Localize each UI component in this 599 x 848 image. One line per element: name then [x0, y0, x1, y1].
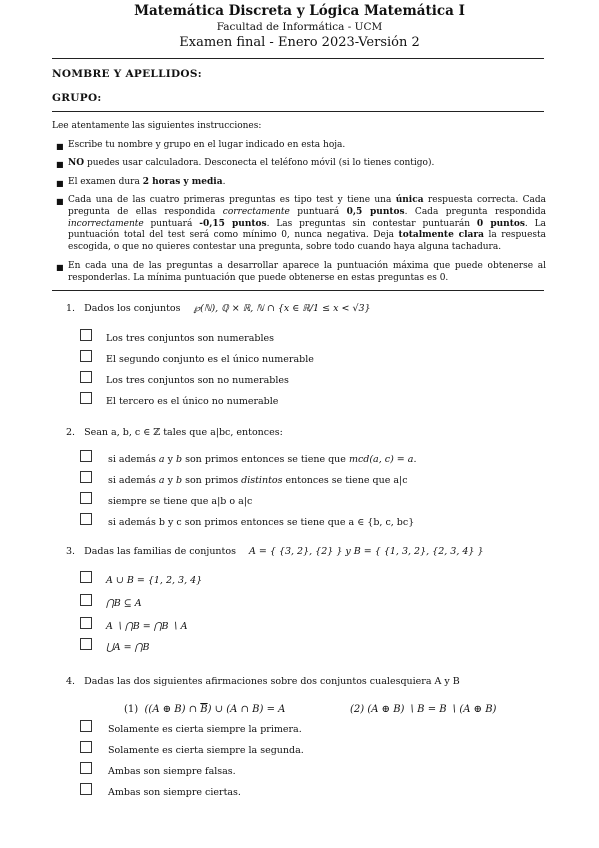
answer-checkbox[interactable]: [80, 783, 92, 795]
instruction-item: NO puedes usar calculadora. Desconecta el teléfono móvil (si lo tienes contigo).: [68, 158, 435, 168]
answer-option: ⋂B ⊆ A: [106, 598, 142, 609]
answer-option: Solamente es cierta siempre la primera.: [108, 724, 302, 735]
divider: [52, 111, 544, 112]
instruction-item: Cada una de las cuatro primeras preguntas es tipo test y tiene una única respuesta correcta. Cada pregunta de ellas respondida correctamente puntuará 0,5 puntos. Cada pregunta respondida incorrectamente puntuará -0,15 puntos. Las preguntas sin contestar puntuarán 0 puntos. La puntuación total del test será como mínimo 0, nunca negativa. Deja totalmente clara la respuesta escogida, o que no quieres contestar una pregunta, sobre todo cuando haya alguna tachadura.: [68, 195, 546, 253]
statement-2: (2) (A ⊕ B) ∖ B = B ∖ (A ⊕ B): [350, 704, 497, 715]
answer-option: A ∖ ⋂B = ⋂B ∖ A: [106, 621, 188, 632]
name-label: NOMBRE Y APELLIDOS:: [52, 68, 202, 80]
bullet: ■: [56, 142, 64, 151]
answer-checkbox[interactable]: [80, 513, 92, 525]
answer-checkbox[interactable]: [80, 741, 92, 753]
statement-1: (1) ((A ⊕ B) ∩ $\overline{B}$) ∪ (A ∩ B) = A: [124, 704, 286, 715]
answer-option: si además b y c son primos entonces se tiene que a ∈ {b, c, bc}: [108, 517, 415, 528]
bullet: ■: [56, 197, 64, 206]
answer-checkbox[interactable]: [80, 371, 92, 383]
answer-option: siempre se tiene que a|b o a|c: [108, 496, 253, 507]
answer-checkbox[interactable]: [80, 471, 92, 483]
bullet: ■: [56, 179, 64, 188]
answer-option: Los tres conjuntos son no numerables: [106, 375, 289, 386]
answer-option: si además a y b son primos distintos entonces se tiene que a|c: [108, 475, 408, 486]
bullet: ■: [56, 160, 64, 169]
question-2: 2. Sean a, b, c ∈ ℤ tales que a|bc, entonces:: [66, 427, 283, 438]
faculty-name: Facultad de Informática - UCM: [216, 21, 383, 33]
answer-option: Solamente es cierta siempre la segunda.: [108, 745, 304, 756]
answer-checkbox[interactable]: [80, 392, 92, 404]
answer-checkbox[interactable]: [80, 450, 92, 462]
answer-option: Los tres conjuntos son numerables: [106, 333, 274, 344]
instruction-item: En cada una de las preguntas a desarrollar aparece la puntuación máxima que puede obtenerse al responderlas. La mínima puntuación que puede obtenerse en estas preguntas es 0.: [68, 261, 546, 283]
answer-checkbox[interactable]: [80, 350, 92, 362]
question-1: 1. Dados los conjuntos ℘(ℕ), ℚ × ℝ, ℕ ∩ {x ∈ ℝ/1 ≤ x < √3}: [66, 303, 371, 314]
answer-option: ⋃A = ⋂B: [106, 642, 150, 653]
bullet: ■: [56, 263, 64, 272]
course-title: Matemática Discreta y Lógica Matemática I: [134, 3, 465, 19]
question-3: 3. Dadas las familias de conjuntos A = { {3, 2}, {2} } y B = { {1, 3, 2}, {2, 3, 4} }: [66, 546, 484, 557]
divider: [52, 58, 544, 59]
answer-option: si además a y b son primos entonces se tiene que mcd(a, c) = a.: [108, 454, 417, 465]
exam-title: Examen final - Enero 2023-Versión 2: [179, 35, 420, 50]
answer-option: A ∪ B = {1, 2, 3, 4}: [106, 575, 203, 586]
answer-checkbox[interactable]: [80, 571, 92, 583]
answer-checkbox[interactable]: [80, 762, 92, 774]
answer-option: Ambas son siempre falsas.: [108, 766, 236, 777]
instruction-item: Escribe tu nombre y grupo en el lugar indicado en esta hoja.: [68, 140, 346, 150]
answer-checkbox[interactable]: [80, 617, 92, 629]
answer-option: El segundo conjunto es el único numerable: [106, 354, 314, 365]
answer-checkbox[interactable]: [80, 720, 92, 732]
answer-checkbox[interactable]: [80, 492, 92, 504]
answer-checkbox[interactable]: [80, 594, 92, 606]
answer-option: Ambas son siempre ciertas.: [108, 787, 241, 798]
answer-checkbox[interactable]: [80, 329, 92, 341]
answer-checkbox[interactable]: [80, 638, 92, 650]
answer-option: El tercero es el único no numerable: [106, 396, 279, 407]
question-4: 4. Dadas las dos siguientes afirmaciones sobre dos conjuntos cualesquiera A y B: [66, 676, 460, 687]
instruction-item: El examen dura 2 horas y media.: [68, 177, 226, 187]
instructions-intro: Lee atentamente las siguientes instrucciones:: [52, 121, 262, 131]
divider: [52, 290, 544, 291]
group-label: GRUPO:: [52, 92, 102, 104]
